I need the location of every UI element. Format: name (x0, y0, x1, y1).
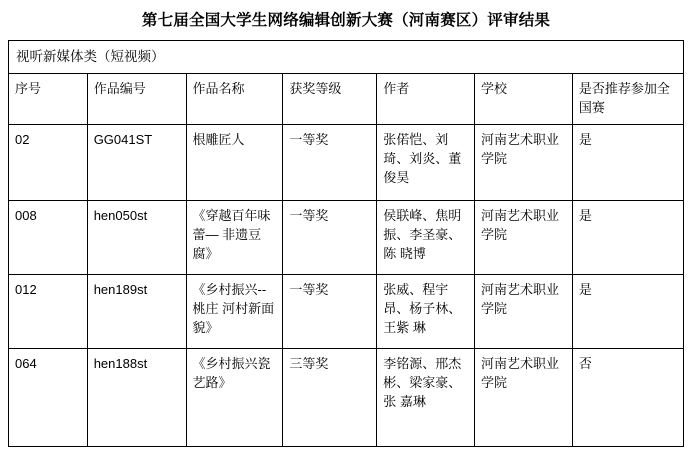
cell-work-name: 根雕匠人 (186, 124, 283, 200)
table-header-row (9, 74, 684, 125)
page-title: 第七届全国大学生网络编辑创新大赛（河南赛区）评审结果 (141, 12, 551, 29)
cell-work-id: hen050st (87, 200, 186, 274)
cell-recommend: 否 (572, 348, 683, 446)
cell-school: 河南艺术职业学院 (475, 200, 573, 274)
cell-no: 012 (9, 274, 88, 348)
cell-authors: 张偌恺、刘琦、刘炎、董俊昊 (377, 124, 475, 200)
cell-work-name: 《穿越百年味蕾— 非遗豆腐》 (186, 200, 283, 274)
cell-authors: 李铭源、邢杰彬、梁家豪、张 嘉琳 (377, 348, 475, 446)
column-header-no: 序号 (9, 74, 88, 125)
table-row (9, 274, 684, 348)
cell-no: 064 (9, 348, 88, 446)
table-row (9, 200, 684, 274)
table-row (9, 348, 684, 446)
column-header-authors: 作者 (377, 74, 475, 125)
cell-school: 河南艺术职业学院 (475, 348, 573, 446)
category-label: 视听新媒体类（短视频） (9, 41, 684, 74)
cell-authors: 侯联峰、焦明振、李圣豪、陈 晓博 (377, 200, 475, 274)
cell-award: 一等奖 (283, 200, 377, 274)
column-header-work-name: 作品名称 (186, 74, 283, 125)
results-table (8, 40, 684, 447)
cell-no: 008 (9, 200, 88, 274)
cell-work-id: hen188st (87, 348, 186, 446)
table-row (9, 124, 684, 200)
cell-no: 02 (9, 124, 88, 200)
cell-work-id: GG041ST (87, 124, 186, 200)
column-header-work-id: 作品编号 (87, 74, 186, 125)
cell-authors: 张威、程宇昂、杨子林、王紫 琳 (377, 274, 475, 348)
cell-award: 三等奖 (283, 348, 377, 446)
cell-award: 一等奖 (283, 274, 377, 348)
cell-recommend: 是 (572, 274, 683, 348)
cell-work-name: 《乡村振兴瓷艺路》 (186, 348, 283, 446)
table-container (0, 40, 692, 447)
cell-recommend: 是 (572, 124, 683, 200)
cell-award: 一等奖 (283, 124, 377, 200)
cell-school: 河南艺术职业学院 (475, 124, 573, 200)
column-header-school: 学校 (475, 74, 573, 125)
cell-work-name: 《乡村振兴--桃庄 河村新面貌》 (186, 274, 283, 348)
column-header-award: 获奖等级 (283, 74, 377, 125)
category-row (9, 41, 684, 74)
cell-work-id: hen189st (87, 274, 186, 348)
cell-school: 河南艺术职业学院 (475, 274, 573, 348)
column-header-recommend: 是否推荐参加全国赛 (572, 74, 683, 125)
cell-recommend: 是 (572, 200, 683, 274)
